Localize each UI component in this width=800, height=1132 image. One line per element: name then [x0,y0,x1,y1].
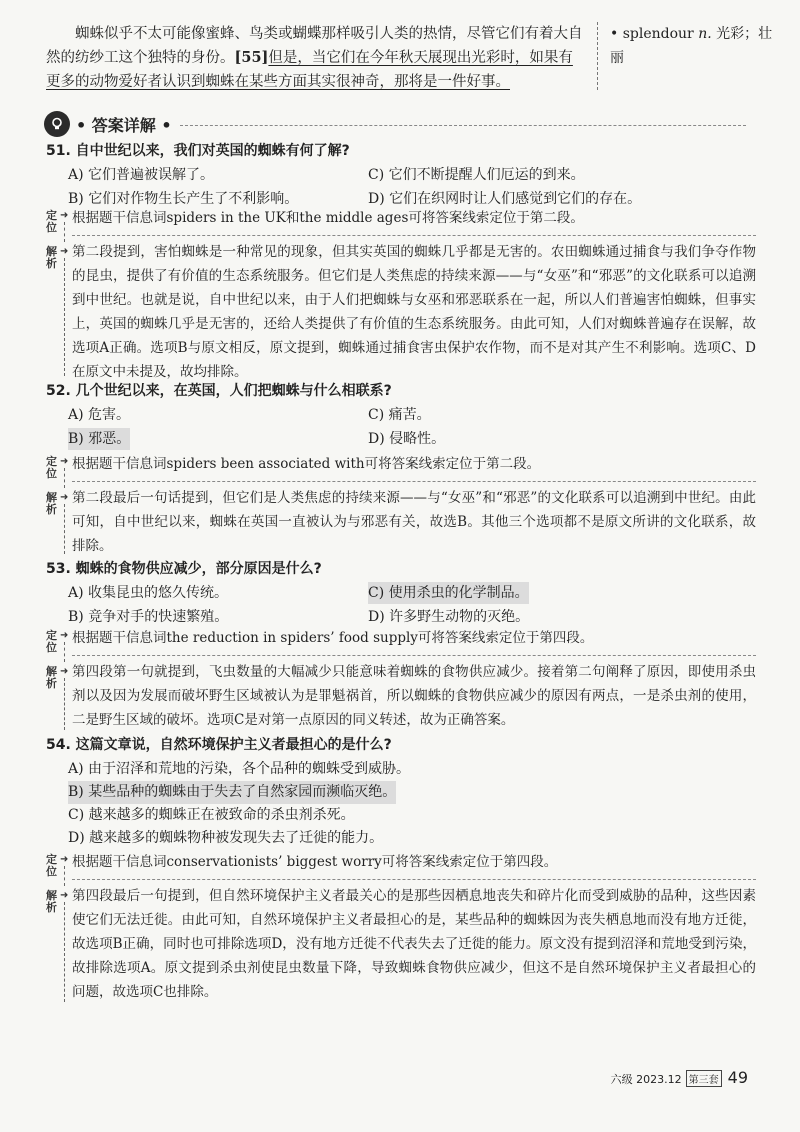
dashed-divider [72,481,756,482]
option-c: C) 越来越多的蜘蛛正在被致命的杀虫剂杀死。 [68,807,355,823]
analysis-text: 第四段最后一句提到，但自然环境保护主义者最关心的是那些因栖息地丧失和碎片化而受到威胁的品种，这些因素使它们无法迁徙。由此可知，自然环境保护主义者最担心的是，某些品种的蜘蛛因为丧失栖息地而没有地方迁徙，故选项B正确，同时也可排除选项D，没有地方迁徙不代表失去了迁徙的能力。原文没有提到沼泽和荒地受到污染，故排除选项A。原文提到杀虫剂使昆虫数量下降，导致蜘蛛食物供应减少，但这不是自然环境保护主义者最担心的问题，故选项C也排除。 [72,888,756,1000]
option-b: B) 竞争对手的快速繁殖。 [68,609,229,625]
dashed-connector [64,678,65,730]
vocab-note [610,22,785,70]
vocab-pos: n. [698,26,712,42]
page-number: 49 [727,1068,748,1087]
question-marker: [55] [234,49,269,66]
explanation-54 [46,850,756,1006]
option-d: D) 越来越多的蜘蛛物种被发现失去了迁徙的能力。 [68,830,384,846]
option-b: B) 某些品种的蜘蛛由于失去了自然家园而濒临灭绝。 [68,781,396,804]
option-a: A) 由于沼泽和荒地的污染，各个品种的蜘蛛受到威胁。 [68,761,411,777]
vocab-meaning: 光彩；壮丽 [610,26,773,66]
dashed-connector [64,258,65,376]
dashed-connector [64,866,65,886]
arrow-icon: ➜ [60,630,69,641]
passage-excerpt [46,22,586,94]
section-rule [180,125,746,126]
analysis-text: 第四段第一句就提到，飞虫数量的大幅减少只能意味着蜘蛛的食物供应减少。接着第二句阐释了原因，即使用杀虫剂以及因为发展而破坏野生区域被认为是罪魁祸首，所以蜘蛛的食物供应减少的原因有两点，一是杀虫剂的使用，二是野生区域的破坏。选项C是对第一点原因的同义转述，故为正确答案。 [72,664,756,728]
explanation-52 [46,452,756,556]
dashed-divider [72,235,756,236]
page-footer [611,1068,748,1087]
option-d: D) 侵略性。 [368,431,446,447]
dashed-connector [64,902,65,1002]
options [46,164,748,210]
exam-issue: 六级 2023.12 [610,1073,682,1086]
lightbulb-icon [44,111,70,137]
bullet: • [610,26,619,42]
dashed-connector [64,642,65,662]
option-a: A) 危害。 [68,407,131,423]
locate-text: 根据题干信息词spiders been associated with可将答案线索定位于第二段。 [72,456,541,472]
locate-tag: 定位 [46,209,57,234]
options [46,582,748,628]
options [46,404,748,450]
locate-text: 根据题干信息词conservationists’ biggest worry可将答案线索定位于第四段。 [72,854,558,870]
locate-tag: 定位 [46,853,57,878]
dashed-connector [64,504,65,554]
vocab-word: splendour [622,26,694,42]
section-header [44,108,172,140]
locate-tag: 定位 [46,629,57,654]
question-stem: 53. 蜘蛛的食物供应减少，部分原因是什么? [46,561,322,577]
arrow-icon: ➜ [60,210,69,221]
dashed-divider [72,655,756,656]
set-label: 第三套 [686,1070,722,1087]
explanation-51 [46,206,756,378]
dashed-connector [64,468,65,488]
arrow-icon: ➜ [60,246,69,257]
dashed-divider [72,879,756,880]
arrow-icon: ➜ [60,666,69,677]
question-51 [46,140,748,210]
question-stem: 54. 这篇文章说，自然环境保护主义者最担心的是什么? [46,737,392,753]
question-54 [46,734,748,850]
analysis-tag: 解析 [46,889,57,914]
arrow-icon: ➜ [60,890,69,901]
dashed-connector [64,222,65,242]
analysis-tag: 解析 [46,491,57,516]
analysis-text: 第二段提到，害怕蜘蛛是一种常见的现象，但其实英国的蜘蛛几乎都是无害的。农田蜘蛛通过捕食与我们争夺作物的昆虫，提供了有价值的生态系统服务。但它们是人类焦虑的持续来源——与“女巫”和“邪恶”的文化联系可以追溯到中世纪。也就是说，自中世纪以来，由于人们把蜘蛛与女巫和邪恶联系在一起，所以人们普遍害怕蜘蛛，但事实上，英国的蜘蛛几乎是无害的，还给人类提供了有价值的生态系统服务。由此可知，人们对蜘蛛普遍存在误解，故选项A正确。选项B与原文相反，原文提到，蜘蛛通过捕食害虫保护农作物，而不是对其产生不利影响。选项C、D在原文中未提及，故均排除。 [72,244,756,380]
arrow-icon: ➜ [60,492,69,503]
option-c: C) 它们不断提醒人们厄运的到来。 [368,167,585,183]
analysis-tag: 解析 [46,245,57,270]
section-title: • 答案详解 • [76,115,172,135]
passage-text: 蜘蛛似乎不太可能像蜜蜂、鸟类或蝴蝶那样吸引人类的热情，尽管它们有着大自然的纺纱工这个独特的身份。 [46,26,583,66]
locate-text: 根据题干信息词spiders in the UK和the middle ages可将答案线索定位于第二段。 [72,210,584,226]
option-c: C) 使用杀虫的化学制品。 [368,582,529,604]
option-d: D) 许多野生动物的灭绝。 [368,609,530,625]
options [46,758,748,850]
option-b: B) 它们对作物生长产生了不利影响。 [68,191,299,207]
question-53 [46,558,748,628]
explanation-53 [46,626,756,732]
option-a: A) 它们普遍被误解了。 [68,167,215,183]
underlined-sentence: 但是，当它们在今年秋天展现出光彩时，如果有更多的动物爱好者认识到蜘蛛在某些方面其实很神奇，那将是一件好事。 [46,50,573,90]
option-c: C) 痛苦。 [368,407,431,423]
option-b: B) 邪恶。 [68,428,130,450]
question-52 [46,380,748,450]
option-a: A) 收集昆虫的悠久传统。 [68,585,229,601]
arrow-icon: ➜ [60,456,69,467]
locate-text: 根据题干信息词the reduction in spiders’ food supply可将答案线索定位于第四段。 [72,630,594,646]
margin-divider [597,22,598,90]
option-d: D) 它们在织网时让人们感觉到它们的存在。 [368,191,642,207]
analysis-text: 第二段最后一句话提到，但它们是人类焦虑的持续来源——与“女巫”和“邪恶”的文化联系可以追溯到中世纪。由此可知，自中世纪以来，蜘蛛在英国一直被认为与邪恶有关，故选B。其他三个选项都不是原文所讲的文化联系，故排除。 [72,490,756,554]
question-stem: 51. 自中世纪以来，我们对英国的蜘蛛有何了解? [46,143,350,159]
arrow-icon: ➜ [60,854,69,865]
locate-tag: 定位 [46,455,57,480]
question-stem: 52. 几个世纪以来，在英国，人们把蜘蛛与什么相联系? [46,383,392,399]
analysis-tag: 解析 [46,665,57,690]
